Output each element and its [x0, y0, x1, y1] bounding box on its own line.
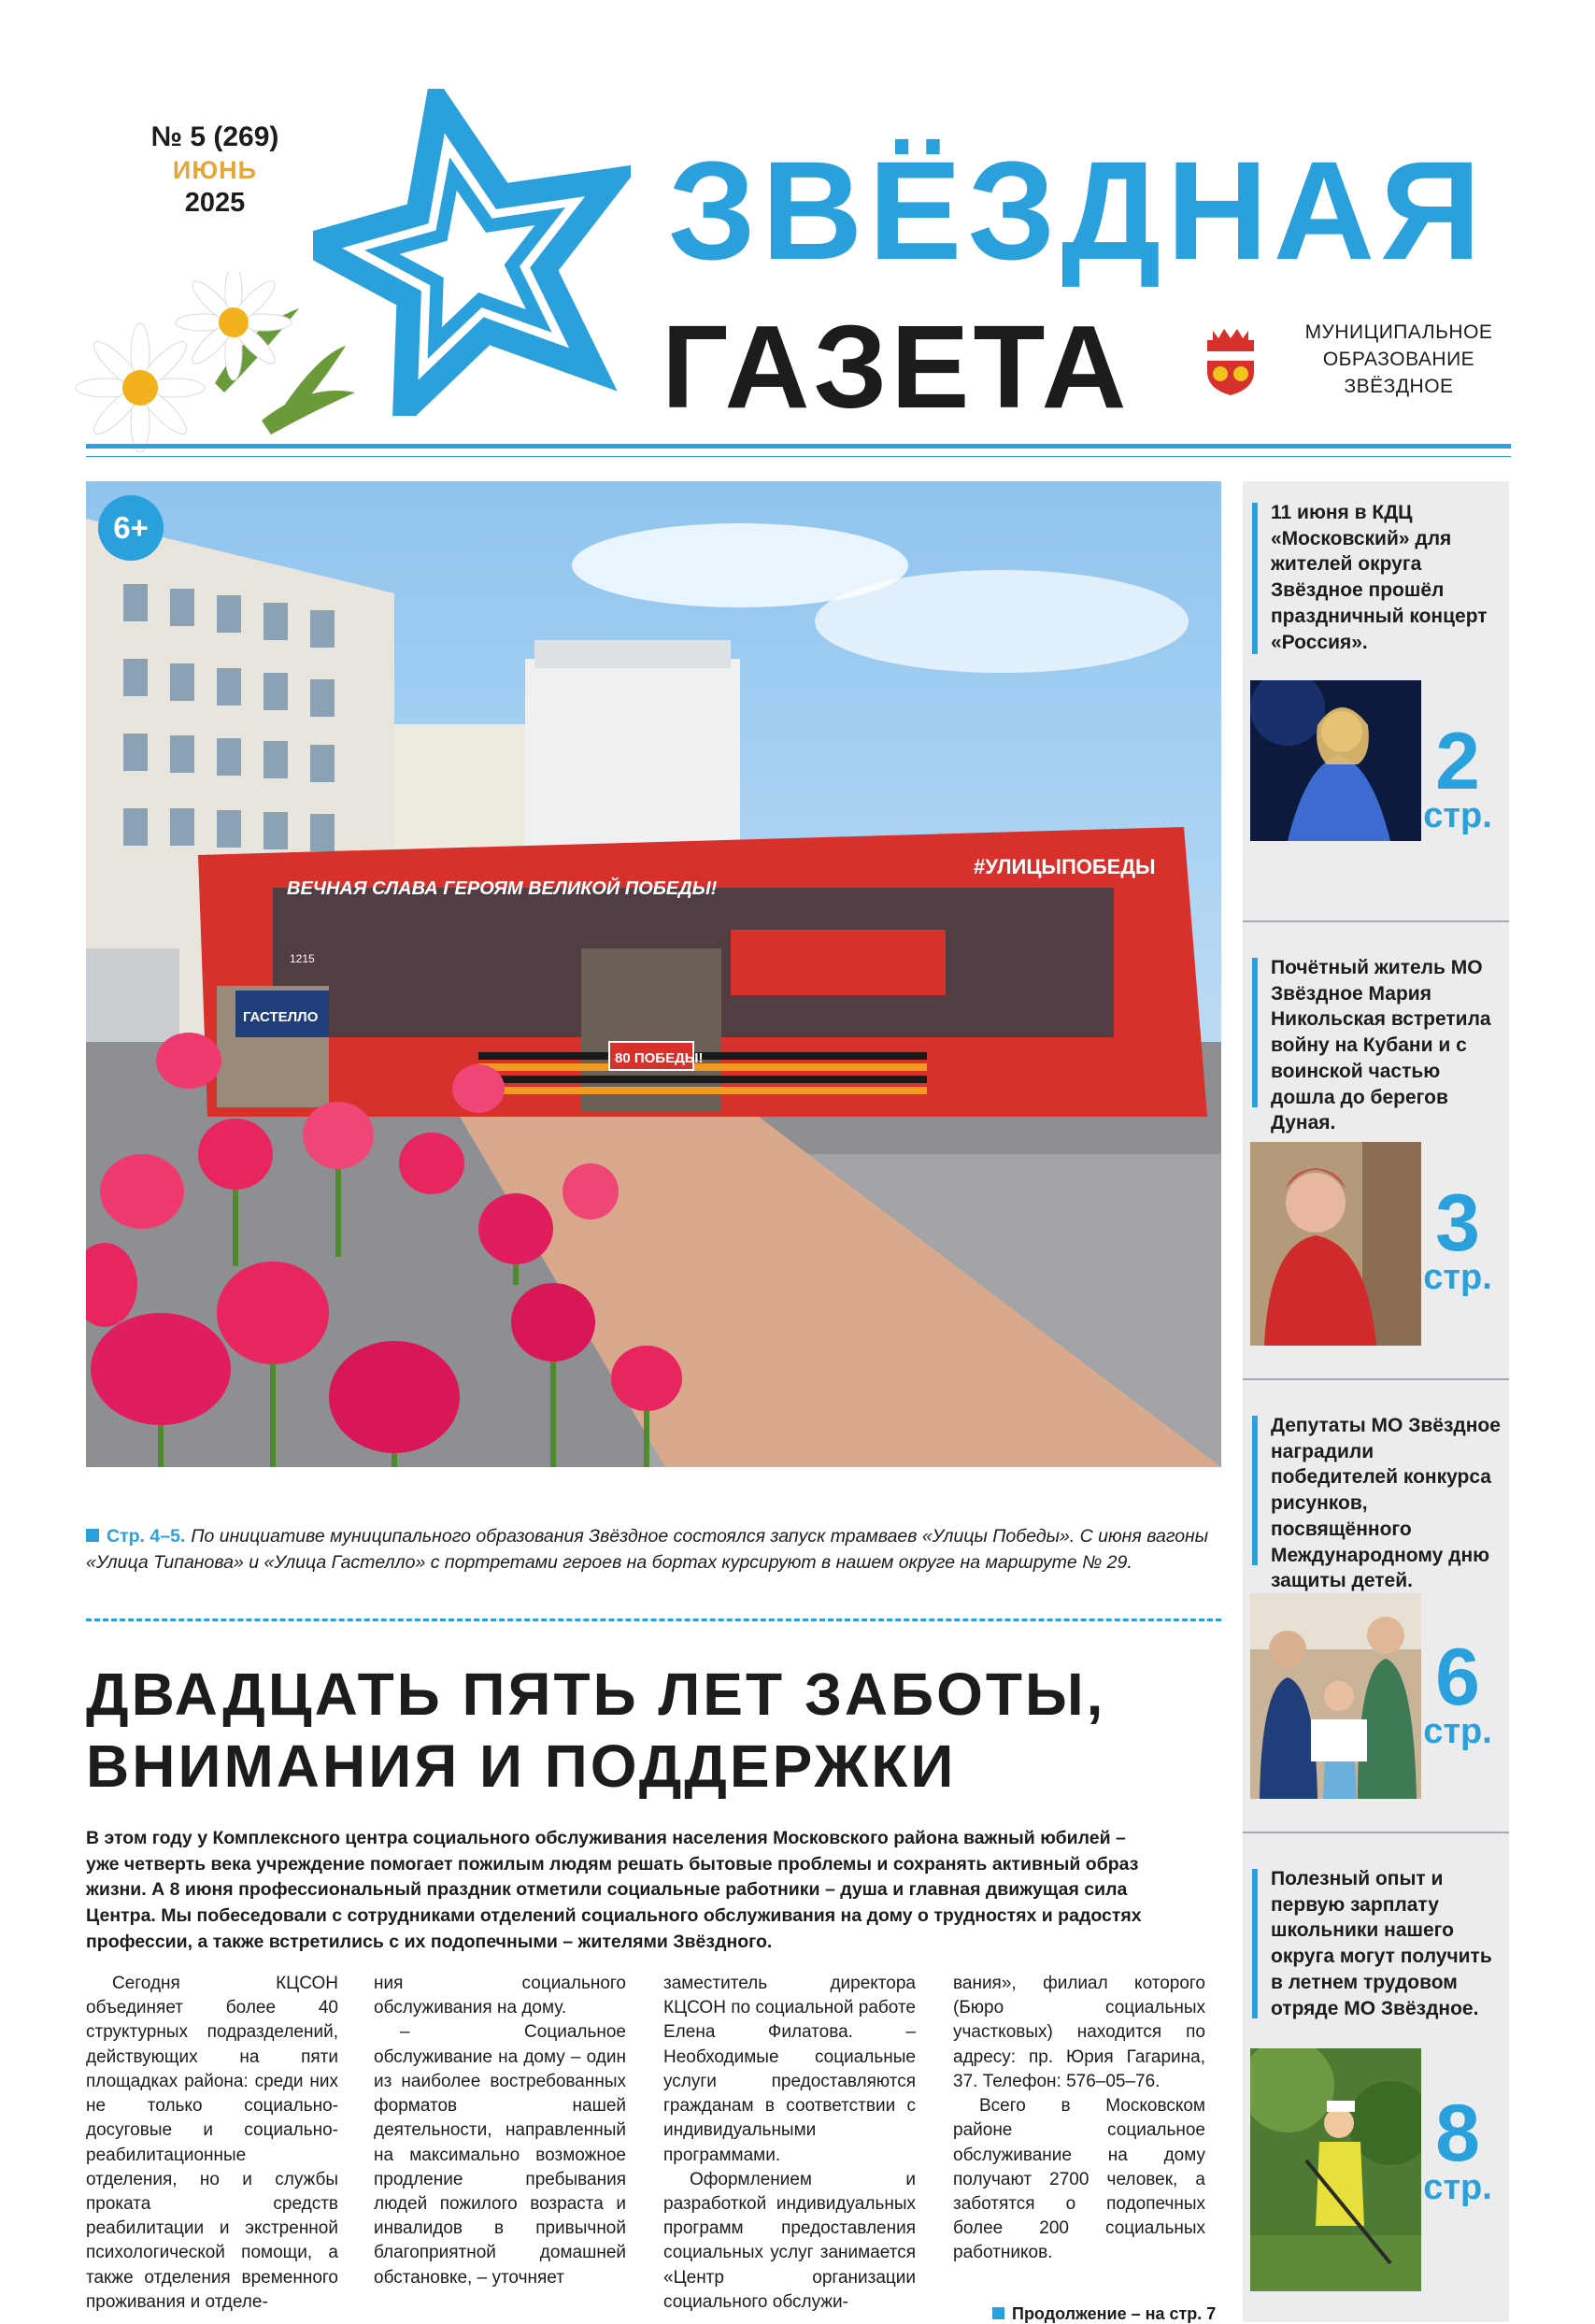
dashed-divider: [86, 1618, 1221, 1621]
article-lead: В этом году у Комплексного центра социального обслуживания населения Московского района важный юбилей – уже четверть века учреждение помогает пожилым людям решать бытовые проблемы и сохранять активный образ жизни. А 8 июня профессиональный праздник отметили социальные работники – душа и главная движущая сила Центра. Мы побеседовали с сотрудниками отделений социального обслуживания на дому о трудностях и радостях профессии, а также встретились с их подопечными – жителями Звёздного.: [86, 1828, 1142, 1952]
header-rule: [86, 444, 1511, 449]
teaser-2-page[interactable]: 3 стр.: [1423, 1178, 1492, 1297]
teaser-2-photo: [1250, 1142, 1421, 1346]
issue-month: ИЮНЬ: [172, 155, 258, 184]
teaser-4-text[interactable]: Полезный опыт и первую зарплату школьники нашего округа могут получить в летнем трудовом отряде МО Звёздное.: [1271, 1868, 1492, 2019]
age-rating-badge: 6+: [98, 495, 164, 561]
tram-number: 1215: [290, 952, 315, 965]
teaser-accent-bar: [1252, 503, 1258, 654]
teaser-3-photo: [1250, 1593, 1421, 1799]
tram-victory-text: 80 ПОБЕДЫ!: [615, 1050, 704, 1066]
square-bullet-icon: [86, 1529, 99, 1542]
article-headline: ДВАДЦАТЬ ПЯТЬ ЛЕТ ЗАБОТЫ, ВНИМАНИЯ И ПОДДЕРЖКИ: [86, 1661, 1106, 1800]
article-column-2: ния социального обслуживания на дому. – Социальное обслуживание на дому – один из наиболее востребованных форматов нашей деятельности, направленный на максимально возможное продление пребывания людей пожилого возраста и инвалидов в привычной благоприятной домашней обстановке, – уточняет: [374, 1974, 626, 2288]
sidebar-separator: [1243, 920, 1509, 922]
article-column-4: вания», филиал которого (Бюро социальных участковых) находится по адресу: пр. Юрия Гагарина, 37. Телефон: 576–05–76. Всего в Московском районе социальное обслуживание на дому получают 2700 человек, а заботятся о подопечных более 200 социальных работников.: [953, 1974, 1205, 2263]
coat-of-arms-icon: [1205, 325, 1256, 396]
caption-text: По инициативе муниципального образования Звёздное состоялся запуск трамваев «Улицы Победы». С июня вагоны «Улица Типанова» и «Улица Гастелло» с портретами героев на бортах курсируют в нашем округе на маршруте № 29.: [86, 1526, 1209, 1574]
teaser-accent-bar: [1252, 1416, 1258, 1565]
daisies-illustration: [75, 271, 355, 458]
header-rule-thin: [86, 456, 1511, 457]
tram-street-sign: ГАСТЕЛЛО: [243, 1009, 319, 1025]
tram-banner-text: ВЕЧНАЯ СЛАВА ГЕРОЯМ ВЕЛИКОЙ ПОБЕДЫ!: [287, 878, 718, 899]
tram-hashtag: #УЛИЦЫПОБЕДЫ: [974, 855, 1156, 878]
issue-number: № 5 (269): [150, 121, 279, 152]
teaser-2-text[interactable]: Почётный житель МО Звёздное Мария Никольская встретила войну на Кубани и с воинской частью дошла до берегов Дуная.: [1271, 957, 1491, 1134]
municipality-name: МУНИЦИПАЛЬНОЕ ОБРАЗОВАНИЕ ЗВЁЗДНОЕ: [1304, 321, 1493, 397]
teaser-1-text[interactable]: 11 июня в КДЦ «Московский» для жителей округа Звёздное прошёл праздничный концерт «Россия».: [1271, 502, 1488, 653]
teaser-1-page[interactable]: 2 стр.: [1423, 717, 1492, 835]
caption-page-ref[interactable]: Стр. 4–5.: [107, 1526, 186, 1547]
tram-photo: [86, 481, 1221, 1467]
teaser-4-page[interactable]: 8 стр.: [1423, 2089, 1492, 2207]
photo-caption: [86, 1523, 1221, 1576]
star-logo-icon: [313, 89, 631, 416]
sidebar-separator: [1243, 1832, 1509, 1833]
newspaper-title-line1: ЗВЁЗДНАЯ: [668, 132, 1487, 289]
article-column-1: Сегодня КЦСОН объединяет более 40 структурных подразделений, действующих на пяти площадках района: среди них не только социально-досуговые и социально-реабилитационные отделения, но и службы проката средств реабилитации и экстренной психологической помощи, а также отделения временного проживания и отделе-: [86, 1974, 338, 2312]
article-column-3: заместитель директора КЦСОН по социальной работе Елена Филатова. – Необходимые социальные услуги предоставляются гражданам в соответствии с индивидуальными программами. Оформлением и разработкой индивидуальных программ предоставления социальных услуг занимается «Центр организации социального обслужи-: [663, 1974, 916, 2312]
square-bullet-icon: [992, 2307, 1004, 2319]
teaser-1-photo: [1250, 680, 1421, 841]
sidebar-separator: [1243, 1378, 1509, 1380]
issue-info: [131, 120, 299, 221]
continued-link[interactable]: Продолжение – на стр. 7: [992, 2304, 1216, 2324]
newspaper-title-line2: ГАЗЕТА: [662, 301, 1131, 433]
teaser-4-photo: [1250, 2048, 1421, 2291]
issue-year: 2025: [184, 188, 246, 219]
teaser-3-text[interactable]: Депутаты МО Звёздное наградили победителей конкурса рисунков, посвящённого Международному дню защиты детей.: [1271, 1415, 1501, 1592]
teaser-3-page[interactable]: 6 стр.: [1423, 1633, 1492, 1751]
teaser-accent-bar: [1252, 1869, 1258, 2018]
teaser-accent-bar: [1252, 958, 1258, 1107]
